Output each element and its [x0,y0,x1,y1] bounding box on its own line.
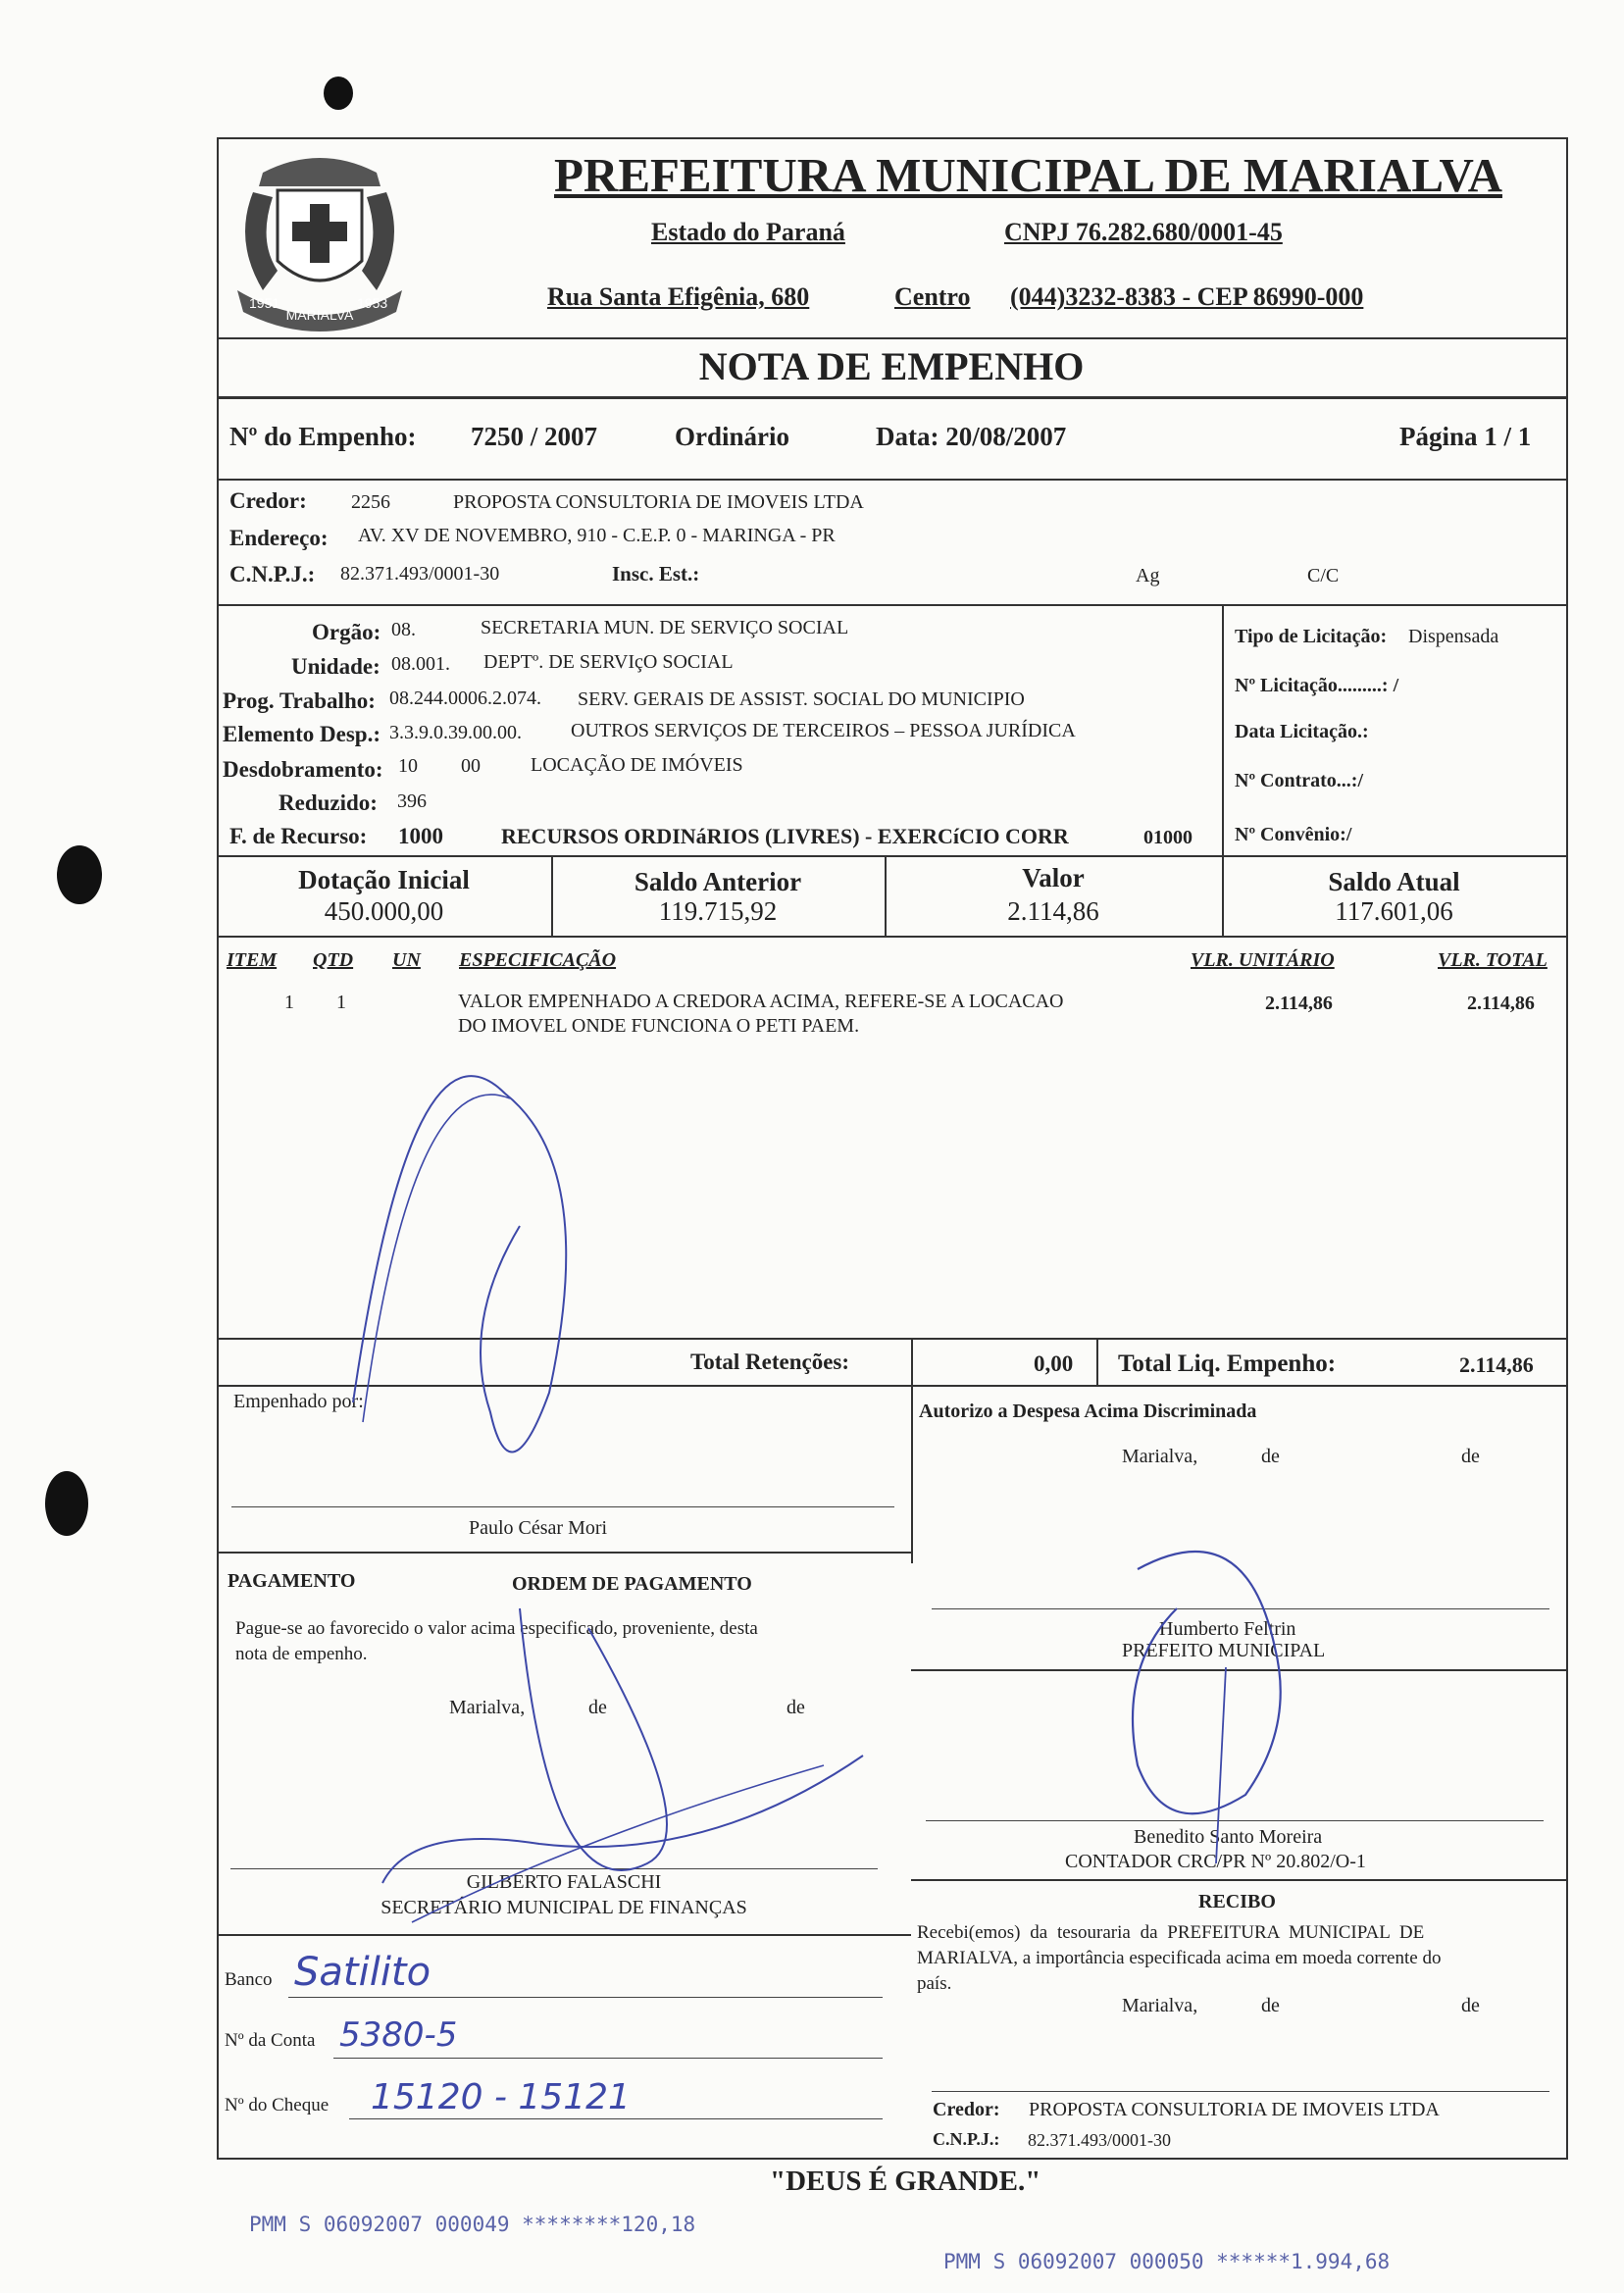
municipal-coat-of-arms [224,143,416,333]
recibo-place: Marialva, [1122,1995,1198,2016]
fonte-recurso-code: 1000 [398,824,443,848]
empenho-type: Ordinário [675,422,790,451]
secretario-name: GILBERTO FALASCHI [466,1871,662,1893]
credor-name: PROPOSTA CONSULTORIA DE IMOVEIS LTDA [453,491,864,513]
desdobramento-b: 00 [461,755,481,777]
pagamento-text-line2: nota de empenho. [235,1644,368,1664]
secretario-role: SECRETÁRIO MUNICIPAL DE FINANÇAS [381,1897,747,1918]
tipo-licitacao-label: Tipo de Licitação: [1235,626,1388,647]
dotacao-inicial-label: Dotação Inicial [298,865,470,894]
item-desc-line1: VALOR EMPENHADO A CREDORA ACIMA, REFERE-SE A LOCACAO [458,991,1064,1012]
ordem-pagamento-label: ORDEM DE PAGAMENTO [512,1573,752,1595]
orgao-code: 08. [391,619,416,640]
credor-code: 2256 [351,491,390,513]
conta-label: Nº da Conta [225,2030,316,2051]
recibo-text-line2: MARIALVA, a importância especificada acima em moeda corrente do [917,1948,1442,1968]
punch-hole-top [324,76,353,110]
autorizo-de2: de [1461,1446,1480,1467]
contador-name: Benedito Santo Moreira [1134,1826,1323,1848]
credor-address: AV. XV DE NOVEMBRO, 910 - C.E.P. 0 - MARINGA - PR [358,525,836,546]
credor-address-label: Endereço: [229,526,329,550]
autorizo-label: Autorizo a Despesa Acima Discriminada [919,1401,1257,1422]
punch-hole-middle [57,845,102,904]
pagamento-text-line1: Pague-se ao favorecido o valor acima especificado, proveniente, desta [235,1618,758,1639]
empenho-number: 7250 / 2007 [471,422,598,451]
prefeito-name: Humberto Feltrin [1159,1618,1296,1640]
banco-label: Banco [225,1969,273,1990]
logo-town-name: MARIALVA [285,307,354,323]
total-retencoes-value: 0,00 [1034,1351,1074,1376]
ag-label: Ag [1136,565,1160,586]
recibo-cnpj-label: C.N.P.J.: [933,2129,1000,2149]
footer-motto: "DEUS É GRANDE." [770,2166,1041,2197]
punch-hole-bottom [45,1471,88,1536]
state-label: Estado do Paraná [651,218,845,246]
saldo-anterior-label: Saldo Anterior [634,867,802,896]
logo-year-right: 1953 [357,295,388,311]
autorizo-de1: de [1261,1446,1280,1467]
pagamento-label: PAGAMENTO [228,1570,356,1592]
fonte-recurso-number: 01000 [1143,827,1193,848]
prog-label: Prog. Trabalho: [223,688,376,713]
col-un: UN [392,949,421,971]
recibo-de1: de [1261,1995,1280,2016]
desdobramento-a: 10 [398,755,418,777]
pagamento-place: Marialva, [449,1697,526,1718]
fonte-recurso-label: F. de Recurso: [229,824,368,848]
licitacao-date: Data Licitação.: [1235,721,1369,742]
prog-code: 08.244.0006.2.074. [389,688,541,709]
item-total-value: 2.114,86 [1467,993,1535,1014]
cnpj-label: CNPJ 76.282.680/0001-45 [1004,218,1283,246]
valor-value: 2.114,86 [1007,896,1099,926]
document-title: NOTA DE EMPENHO [698,344,1085,388]
col-unit-value: VLR. UNITÁRIO [1191,949,1335,971]
insc-est-label: Insc. Est.: [612,562,700,586]
item-qtd: 1 [336,992,346,1013]
desdobramento-desc: LOCAÇÃO DE IMÓVEIS [531,754,743,776]
empenhado-por-label: Empenhado por: [233,1391,364,1412]
page-number: Página 1 / 1 [1399,422,1532,451]
fonte-recurso-desc: RECURSOS ORDINáRIOS (LIVRES) - EXERCíCIO CORR [501,824,1069,848]
cheque-label: Nº do Cheque [225,2095,330,2115]
recibo-text-line3: país. [917,1973,952,1994]
prog-desc: SERV. GERAIS DE ASSIST. SOCIAL DO MUNICIPIO [578,688,1025,710]
elemento-label: Elemento Desp.: [223,722,381,746]
recibo-credor-label: Credor: [933,2099,1000,2120]
convenio-number: Nº Convênio:/ [1235,824,1352,845]
cc-label: C/C [1307,565,1340,586]
col-item: ITEM [227,949,278,971]
saldo-atual-value: 117.601,06 [1335,896,1453,926]
total-liquido-label: Total Liq. Empenho: [1118,1350,1337,1377]
contador-role: CONTADOR CRC/PR Nº 20.802/O-1 [1065,1851,1366,1872]
dotacao-inicial-value: 450.000,00 [324,896,444,926]
valor-label: Valor [1022,863,1085,892]
pagamento-de1: de [588,1697,607,1718]
district-label: Centro [894,282,971,311]
recibo-text-line1: Recebi(emos) da tesouraria da PREFEITURA MUNICIPAL DE [917,1922,1425,1943]
total-retencoes-label: Total Retenções: [690,1350,850,1374]
contrato-number: Nº Contrato...:/ [1235,770,1364,791]
unidade-desc: DEPTº. DE SERVIçO SOCIAL [483,651,734,673]
prefeito-role: PREFEITO MUNICIPAL [1122,1640,1326,1661]
conta-value: 5380-5 [339,2015,458,2055]
tipo-licitacao-value: Dispensada [1408,626,1499,647]
reduzido-code: 396 [397,790,427,812]
autorizo-place: Marialva, [1122,1446,1198,1467]
licitacao-number: Nº Licitação.........: / [1235,675,1399,696]
banco-value: Satilito [294,1950,431,1995]
item-number: 1 [284,992,294,1013]
phone-cep-label: (044)3232-8383 - CEP 86990-000 [1010,282,1364,311]
recibo-label: RECIBO [1198,1891,1276,1912]
recibo-de2: de [1461,1995,1480,2016]
col-total-value: VLR. TOTAL [1438,949,1548,971]
orgao-label: Orgão: [312,620,381,644]
page-title: PREFEITURA MUNICIPAL DE MARIALVA [554,148,1502,202]
unidade-code: 08.001. [391,653,450,675]
recibo-cnpj-value: 82.371.493/0001-30 [1028,2130,1171,2150]
unidade-label: Unidade: [291,654,381,679]
total-liquido-value: 2.114,86 [1459,1352,1534,1377]
empenhado-por-name: Paulo César Mori [469,1517,608,1539]
item-desc-line2: DO IMOVEL ONDE FUNCIONA O PETI PAEM. [458,1015,860,1037]
item-unit-value: 2.114,86 [1265,993,1333,1014]
saldo-atual-label: Saldo Atual [1328,867,1460,896]
pagamento-de2: de [787,1697,805,1718]
col-especificacao: ESPECIFICAÇÃO [459,949,617,971]
logo-year-left: 1951 [249,295,280,311]
cheque-value: 15120 - 15121 [371,2077,631,2117]
desdobramento-label: Desdobramento: [223,757,383,782]
bank-stamp-1: PMM S 06092007 000049 ********120,18 [249,2213,696,2236]
credor-cnpj: 82.371.493/0001-30 [340,563,500,585]
address-label: Rua Santa Efigênia, 680 [547,282,810,311]
col-qtd: QTD [313,949,354,971]
credor-label: Credor: [229,488,307,513]
saldo-anterior-value: 119.715,92 [658,896,778,926]
bank-stamp-2: PMM S 06092007 000050 ******1.994,68 [943,2250,1391,2273]
empenho-number-label: Nº do Empenho: [229,422,417,451]
empenho-date: Data: 20/08/2007 [876,422,1067,451]
orgao-desc: SECRETARIA MUN. DE SERVIÇO SOCIAL [481,617,849,638]
elemento-code: 3.3.9.0.39.00.00. [389,722,522,743]
credor-cnpj-label: C.N.P.J.: [229,562,316,586]
recibo-credor-value: PROPOSTA CONSULTORIA DE IMOVEIS LTDA [1029,2099,1440,2120]
elemento-desc: OUTROS SERVIÇOS DE TERCEIROS – PESSOA JURÍDICA [571,720,1076,741]
reduzido-label: Reduzido: [279,790,378,815]
